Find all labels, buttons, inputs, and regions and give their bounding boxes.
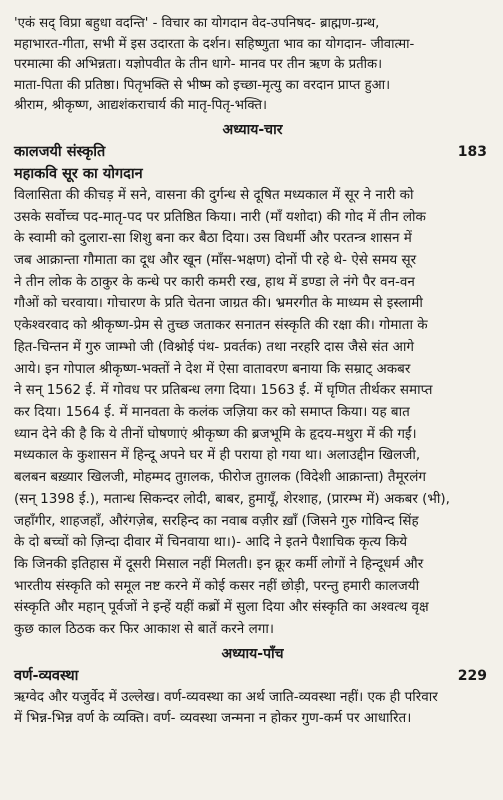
text-line: के दो बच्चों को ज़िन्दा दीवार में चिनवाया था।)- आदि ने इतने पैशाचिक कृत्य किये: [14, 534, 408, 551]
section-title: वर्ण-व्यवस्था: [14, 667, 79, 684]
text-line: ने तीन लोक के ठाकुर के कन्धे पर कारी कमरी रख, हाथ में डण्डा ले नंगे पैर वन-वन: [14, 273, 415, 290]
text-line: 'एकं सद् विप्रा बहुधा वदन्ति' - विचार का योगदान वेद-उपनिषद- ब्राह्मण-ग्रन्थ,: [14, 16, 380, 31]
text-line: संस्कृति और महान् पूर्वजों ने इन्हें यहीं कब्रों में सुला दिया और संस्कृति का अश्वत्थ वृक्ष: [14, 599, 429, 616]
text-line: विलासिता की कीचड़ में सने, वासना की दुर्गन्ध से दूषित मध्यकाल में सूर ने नारी को: [14, 186, 414, 203]
text-line: माता-पिता की प्रतिष्ठा। पितृभक्ति से भीष्म को इच्छा-मृत्यु का वरदान प्राप्त हुआ।: [14, 77, 391, 93]
text-line: हित-चिन्तन में गुरु जाम्भो जी (विश्नोई पंथ- प्रवर्तक) तथा नरहरि दास जैसे संत आगे: [14, 338, 415, 355]
text-line: ने सन् 1562 ई. में गोवध पर प्रतिबन्ध लगा दिया। 1563 ई. में घृणित तीर्थकर समाप्त: [14, 382, 433, 399]
section-header: [14, 141, 491, 163]
text-line: कर दिया। 1564 ई. में मानवता के कलंक जज़िया कर को समाप्त किया। यह बात: [14, 404, 410, 420]
text-line: एकेश्वरवाद को श्रीकृष्ण-प्रेम से तुच्छ जताकर सनातन संस्कृति की रक्षा की। गोमाता के: [14, 317, 428, 334]
page-number: 183: [457, 143, 487, 160]
chapter-heading: अध्याय-चार: [222, 121, 283, 138]
section-header: [14, 665, 491, 687]
intro-paragraph: [14, 14, 491, 117]
text-line: श्रीराम, श्रीकृष्ण, आद्यशंकराचार्य की मातृ-पितृ-भक्ति।: [14, 98, 267, 114]
text-line: महाभारत-गीता, सभी में इस उदारता के दर्शन। सहिष्णुता भाव का योगदान- जीवात्मा-: [14, 36, 415, 52]
text-line: कुछ काल ठिठक कर फिर आकाश से बातें करने लगा।: [14, 621, 274, 638]
section-title: कालजयी संस्कृति: [14, 143, 106, 160]
text-line: जब आक्रान्ता गौमाता का दूध और खून (माँस-भक्षण) दोनों पी रहे थे- ऐसे समय सूर: [14, 252, 417, 269]
text-line: परमात्मा की अभिन्नता। यज्ञोपवीत के तीन धागे- मानव पर तीन ऋण के प्रतीक।: [14, 57, 383, 73]
text-line: ऋग्वेद और यजुर्वेद में उल्लेख। वर्ण-व्यवस्था का अर्थ जाति-व्यवस्था नहीं। एक ही परिवार: [14, 688, 438, 705]
chapter4-paragraph: [14, 185, 491, 641]
text-line: कि जिनकी इतिहास में दूसरी मिसाल नहीं मिलती। इन क्रूर कर्मी लोगों ने हिन्दूधर्म और: [14, 555, 424, 572]
text-line: उसके सर्वोच्च पद-मातृ-पद पर प्रतिष्ठित किया। नारी (माँ यशोदा) की गोद में तीन लोक: [14, 208, 426, 225]
text-line: में भिन्न-भिन्न वर्ण के व्यक्ति। वर्ण- व्यवस्था जन्मना न होकर गुण-कर्म पर आधारित।: [14, 710, 412, 727]
chapter-heading: अध्याय-पाँच: [221, 645, 284, 662]
text-line: जहाँगीर, शाहजहाँ, औरंगज़ेब, सरहिन्द का नवाब वज़ीर ख़ाँ (जिसने गुरु गोविन्द सिंह: [14, 512, 419, 529]
text-line: गौओं को चरवाया। गोचारण के प्रति चेतना जाग्रत की। भ्रमरगीत के माध्यम से इस्लामी: [14, 295, 423, 312]
text-line: मध्यकाल के कुशासन में हिन्दू अपने घर में ही पराया हो गया था। अलाउद्दीन खिलजी,: [14, 447, 421, 464]
text-line: (सन् 1398 ई.), मतान्ध सिकन्दर लोदी, बाबर, हुमायूँ, शेरशाह, (प्रारम्भ में) अकबर (भी),: [14, 490, 450, 507]
chapter5-paragraph: [14, 687, 491, 730]
subheading: महाकवि सूर का योगदान: [14, 165, 143, 182]
text-line: आये। इन गोपाल श्रीकृष्ण-भक्तों ने देश में ऐसा वातावरण बनाया कि सम्राट् अकबर: [14, 360, 411, 377]
text-line: ध्यान देने की है कि ये तीनों घोषणाएं श्रीकृष्ण की ब्रजभूमि के हृदय-मथुरा में की गईं।: [14, 425, 417, 442]
text-line: भारतीय संस्कृति को समूल नष्ट करने में कोई कसर नहीं छोड़ी, परन्तु हमारी कालजयी: [14, 577, 420, 594]
text-line: बलबन बख़्यार खिलजी, मोहम्मद तुग़लक, फीरोज तुग़लक (विदेशी आक्रान्ता) तैमूरलंग: [14, 469, 426, 486]
text-line: के स्वामी को दुलारा-सा शिशु बना कर बैठा दिया। उस विधर्मी और परतन्त्र शासन में: [14, 230, 412, 247]
page-number: 229: [457, 667, 487, 684]
